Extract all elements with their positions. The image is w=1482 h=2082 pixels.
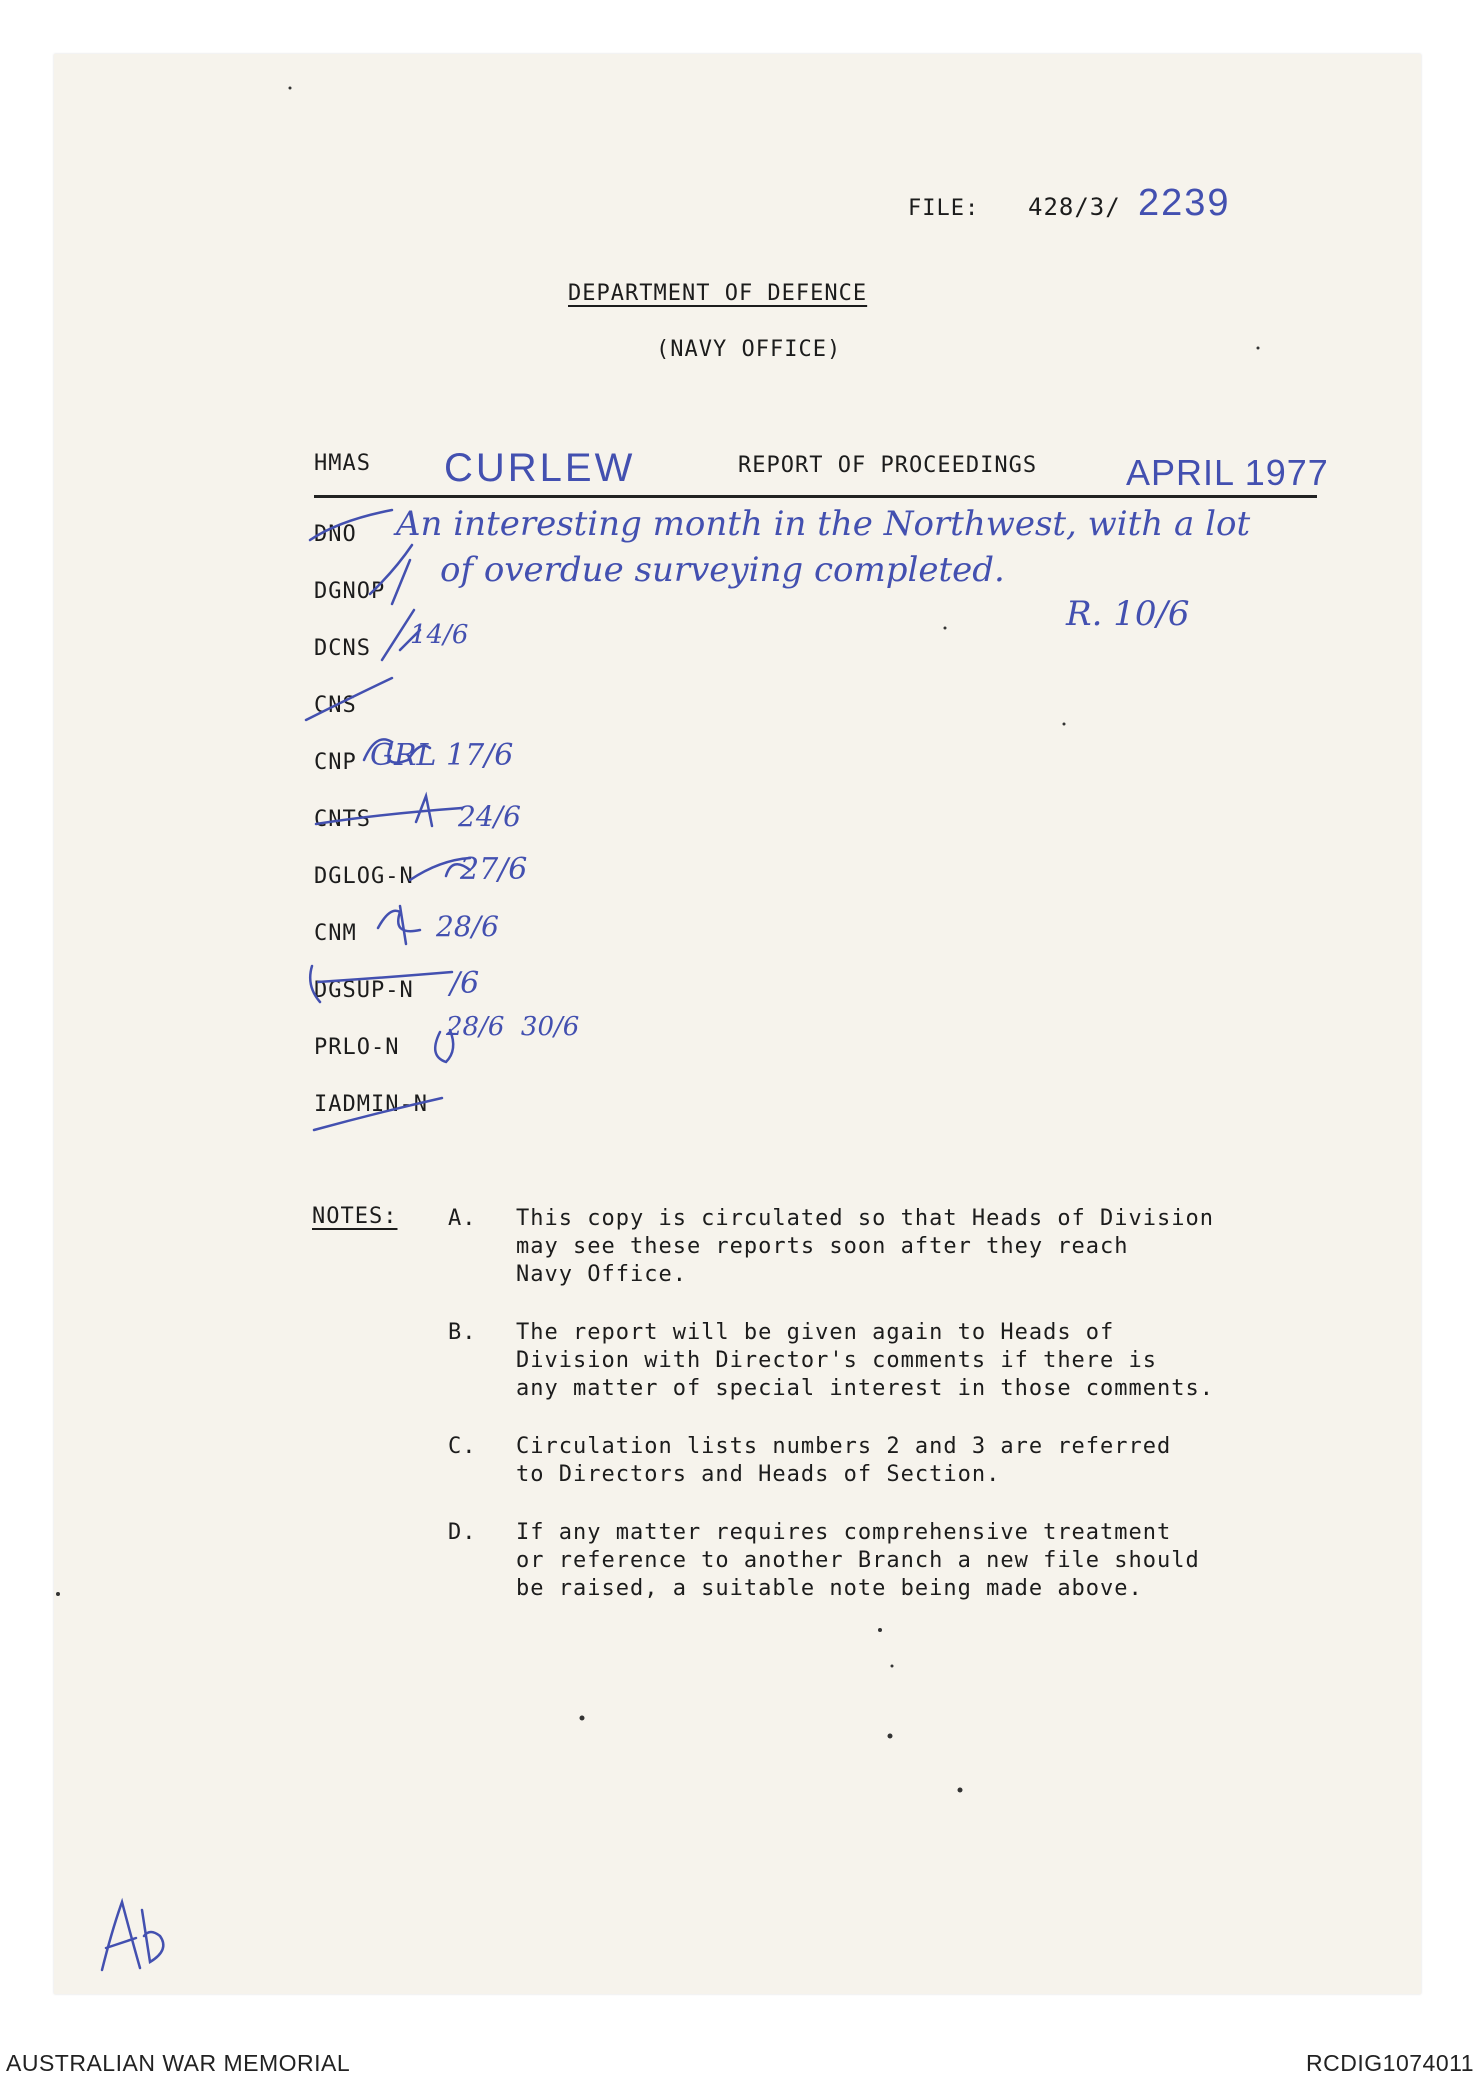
circulation-code: CNS — [314, 693, 357, 718]
report-title: REPORT OF PROCEEDINGS — [738, 453, 1038, 478]
file-label: FILE: — [908, 196, 980, 221]
circulation-code: DNO — [314, 522, 357, 547]
note-letter: B. — [448, 1320, 477, 1345]
note-letter: C. — [448, 1434, 477, 1459]
circulation-annotation: 24/6 — [458, 800, 521, 833]
note-letter: D. — [448, 1520, 477, 1545]
office-heading: (NAVY OFFICE) — [656, 337, 842, 362]
hmas-label: HMAS — [314, 451, 371, 476]
note-c: Circulation lists numbers 2 and 3 are referred to Directors and Heads of Section. — [516, 1434, 1172, 1487]
note-d: If any matter requires comprehensive treatment or reference to another Branch a new file should be raised, a suitable note being made above. — [516, 1520, 1200, 1601]
circulation-annotation: 14/6 — [410, 620, 469, 650]
circulation-annotation: GRL 17/6 — [370, 738, 514, 773]
note-letter: A. — [448, 1206, 477, 1231]
note-a: This copy is circulated so that Heads of Division may see these reports soon after they reach Navy Office. — [516, 1206, 1215, 1287]
file-number: 428/3/ — [1028, 193, 1121, 221]
circulation-annotation: 27/6 — [460, 852, 528, 887]
comment-line-2: of overdue surveying completed. — [440, 550, 1005, 590]
circulation-annotation: /6 — [450, 966, 480, 1001]
circulation-code: DGNOP — [314, 579, 386, 604]
circulation-code: DCNS — [314, 636, 371, 661]
department-heading: DEPARTMENT OF DEFENCE — [568, 281, 868, 306]
circulation-code: DGLOG-N — [314, 864, 414, 889]
ship-name: CURLEW — [444, 446, 636, 490]
circulation-code: CNM — [314, 921, 357, 946]
circulation-code: DGSUP-N — [314, 978, 414, 1003]
circulation-code: CNTS — [314, 807, 371, 832]
file-number-handwritten: 2239 — [1138, 182, 1231, 224]
report-period: APRIL 1977 — [1126, 452, 1329, 493]
footer-identifier: RCDIG1074011 — [1306, 2050, 1474, 2076]
notes-label: NOTES: — [312, 1204, 398, 1229]
footer-source: AUSTRALIAN WAR MEMORIAL — [6, 2050, 351, 2076]
circulation-annotation: 28/6 — [436, 910, 499, 943]
circulation-code: PRLO-N — [314, 1035, 400, 1060]
circulation-code: IADMIN-N — [314, 1092, 428, 1117]
comment-line-1: An interesting month in the Northwest, with a lot — [396, 504, 1251, 544]
comment-initials-date: R. 10/6 — [1066, 594, 1190, 634]
note-b: The report will be given again to Heads of Division with Director's comments if there is any matter of special interest in those comments. — [516, 1320, 1215, 1401]
circulation-annotation: 28/6 30/6 — [446, 1012, 580, 1042]
circulation-code: CNP — [314, 750, 357, 775]
